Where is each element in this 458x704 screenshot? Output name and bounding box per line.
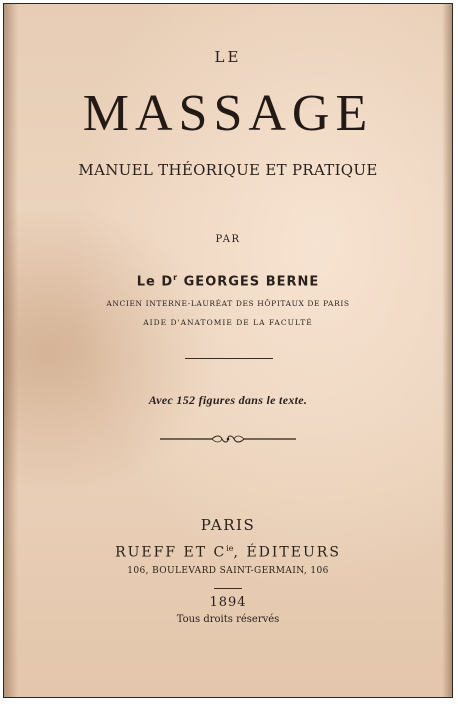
book-page-frame [3,3,453,698]
rights-notice: Tous droits réservés [176,614,280,625]
author-name: GEORGES BERNE [183,274,320,290]
publication-city: PARIS [200,516,256,534]
publisher-main: RUEFF ET C [115,544,227,561]
ornament-divider-icon [160,432,296,446]
publisher-sup: ie [226,544,234,553]
figures-note: Avec 152 figures dans le texte. [148,393,308,407]
title-article: LE [214,48,242,66]
author-line [4,273,452,289]
author-prefix-sup: r [173,273,179,282]
short-divider [214,588,242,589]
author-prefix: Le D [136,274,174,290]
main-title: MASSAGE [82,85,374,142]
publisher-line [4,544,452,561]
title-page [4,4,452,697]
publisher-suffix: , ÉDITEURS [233,544,341,561]
credential-1: ANCIEN INTERNE-LAURÉAT DES HÔPITAUX DE PARIS [106,299,350,308]
by-line: PAR [215,234,241,245]
publisher-address: 106, BOULEVARD SAINT-GERMAIN, 106 [127,566,329,576]
publication-year: 1894 [209,595,247,610]
credential-2: AIDE D'ANATOMIE DE LA FACULTÉ [143,318,313,327]
subtitle: MANUEL THÉORIQUE ET PRATIQUE [78,161,378,179]
divider-rule [185,358,273,359]
